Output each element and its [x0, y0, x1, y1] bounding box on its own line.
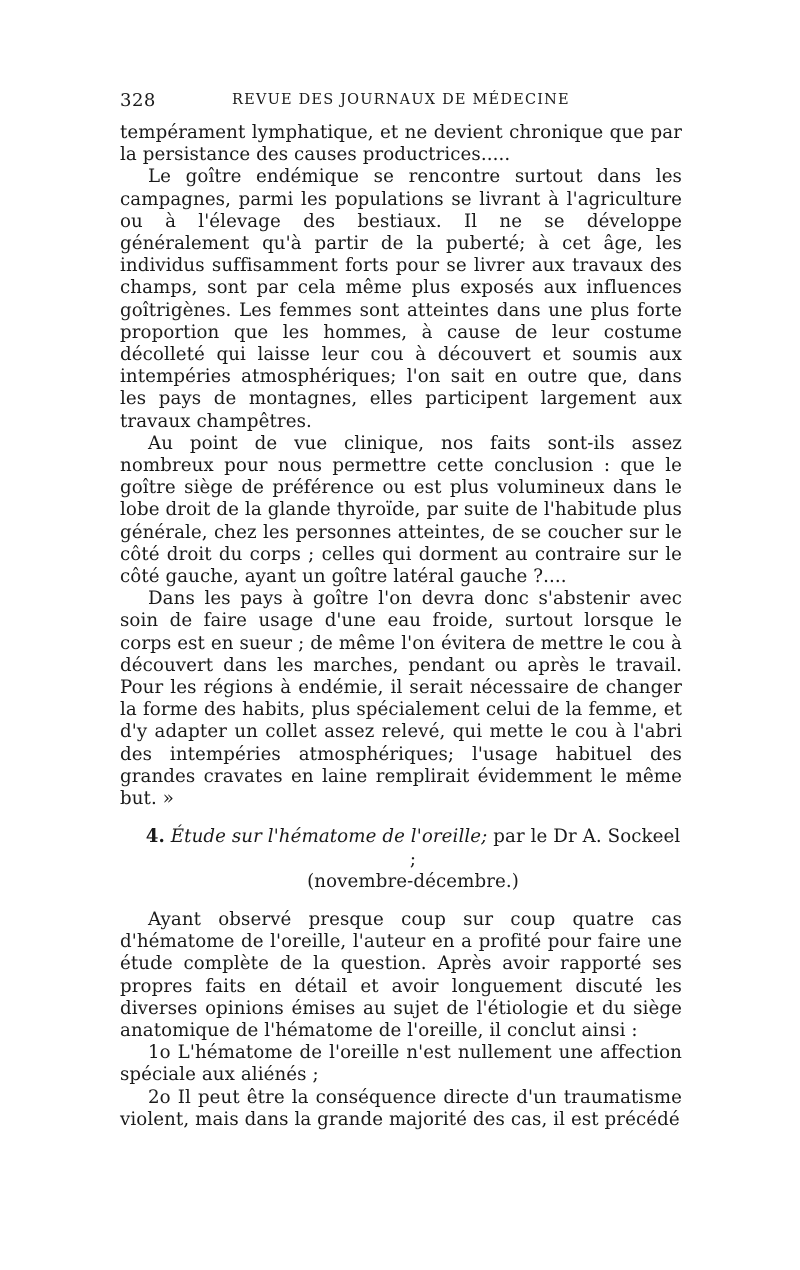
body-text	[120, 122, 682, 1131]
running-head	[120, 90, 680, 114]
conclusion-point-2: 2o Il peut être la conséquence directe d'un traumatisme violent, mais dans la grande majorité des cas, il est précédé	[120, 1086, 682, 1130]
article-heading-line	[144, 826, 682, 870]
article-number: 4.	[145, 826, 165, 848]
paragraph-clinical: Au point de vue clinique, nos faits sont-ils assez nombreux pour nous permettre cette conclusion : que le goître siège de préférence ou est plus volumineux dans le lobe droit de la glande thyroïde, par suite de l'habitude plus générale, chez les personnes atteintes, de se coucher sur le côté droit du corps ; celles qui dorment au contraire sur le côté gauche, ayant un goître latéral gauche ?....	[120, 432, 682, 588]
section-gap	[120, 893, 682, 909]
article-title: Étude sur l'hématome de l'oreille;	[170, 826, 488, 848]
journal-title: REVUE DES JOURNAUX DE MÉDECINE	[232, 92, 570, 108]
article-author: par le Dr A. Sockeel ;	[409, 826, 681, 870]
conclusion-point-1: 1o L'hématome de l'oreille n'est nullement une affection spéciale aux aliénés ;	[120, 1042, 682, 1086]
paragraph-continuation: tempérament lymphatique, et ne devient chronique que par la persistance des causes productrices.....	[120, 122, 682, 166]
article-heading	[120, 826, 682, 893]
section-gap	[120, 810, 682, 826]
paragraph-prevention: Dans les pays à goître l'on devra donc s'abstenir avec soin de faire usage d'une eau froide, surtout lorsque le corps est en sueur ; de même l'on évitera de mettre le cou à découvert dans les marches, pendant ou après le travail. Pour les régions à endémie, il serait nécessaire de changer la forme des habits, plus spécialement celui de la femme, et d'y adapter un collet assez relevé, qui mette le cou à l'abri des intempéries atmosphériques; l'usage habituel des grandes cravates en laine remplirait évidemment le même but. »	[120, 588, 682, 810]
article-date: (novembre-décembre.)	[307, 870, 519, 892]
paragraph-endemic-goitre: Le goître endémique se rencontre surtout dans les campagnes, parmi les populations se livrant à l'agriculture ou à l'élevage des bestiaux. Il ne se développe généralement qu'à partir de la puberté; à cet âge, les individus suffisamment forts pour se livrer aux travaux des champs, sont par cela même plus exposés aux influences goîtrigènes. Les femmes sont atteintes dans une plus forte proportion que les hommes, à cause de leur costume décolleté qui laisse leur cou à découvert et soumis aux intempéries atmosphériques; l'on sait en outre que, dans les pays de montagnes, elles participent largement aux travaux champêtres.	[120, 166, 682, 432]
abstract-intro: Ayant observé presque coup sur coup quatre cas d'hématome de l'oreille, l'auteur en a profité pour faire une étude complète de la question. Après avoir rapporté ses propres faits en détail et avoir longuement discuté les diverses opinions émises au sujet de l'étiologie et du siège anatomique de l'hématome de l'oreille, il conclut ainsi :	[120, 908, 682, 1041]
page-number: 328	[120, 90, 156, 111]
